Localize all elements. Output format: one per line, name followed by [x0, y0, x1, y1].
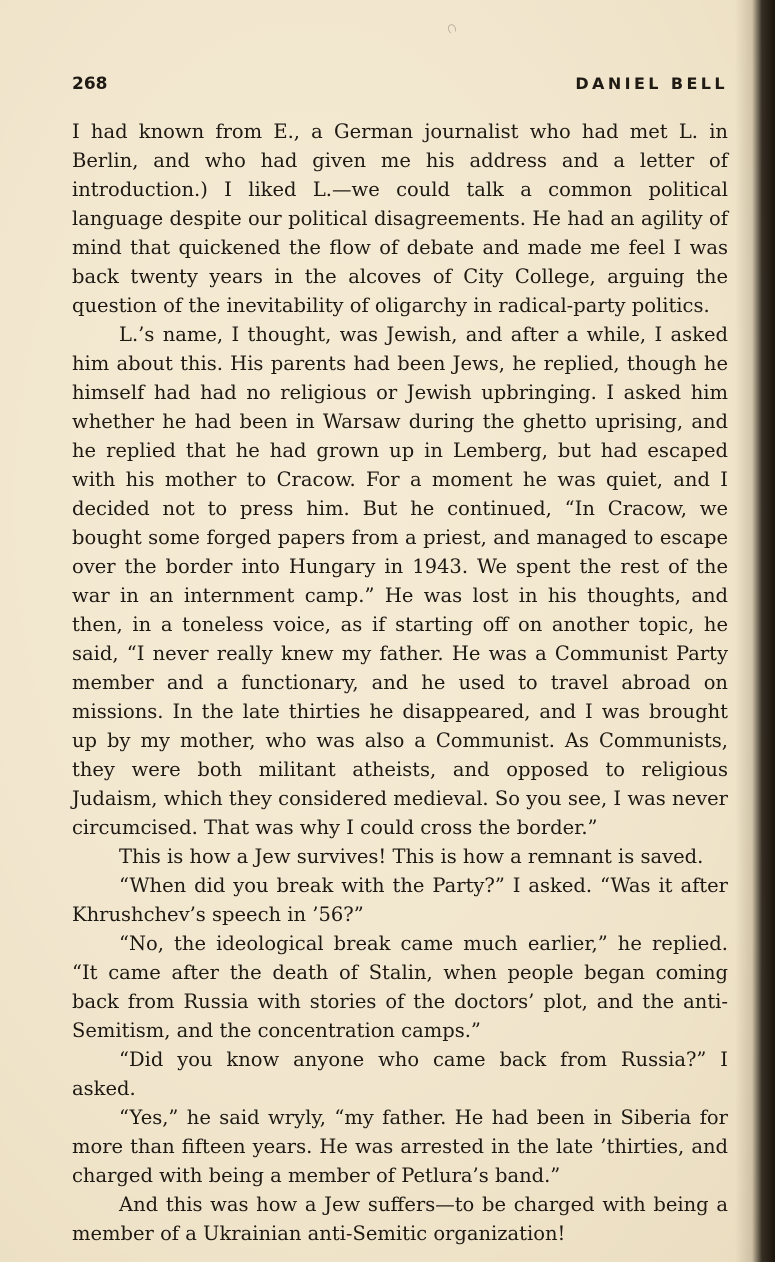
paragraph: L.’s name, I thought, was Jewish, and after a while, I asked him about this. His parents had been Jews, he replied, though he himself had had no religious or Jewish upbringing. I asked him whether he had been in Warsaw during the ghetto uprising, and he replied that he had grown up in Lemberg, but had escaped with his mother to Cracow. For a moment he was quiet, and I decided not to press him. But he continued, “In Cracow, we bought some forged papers from a priest, and managed to escape over the border into Hungary in 1943. We spent the rest of the war in an internment camp.” He was lost in his thoughts, and then, in a toneless voice, as if starting off on another topic, he said, “I never really knew my father. He was a Communist Party member and a functionary, and he used to travel abroad on missions. In the late thirties he disappeared, and I was brought up by my mother, who was also a Communist. As Communists, they were both militant atheists, and opposed to religious Judaism, which they considered medieval. So you see, I was never circumcised. That was why I could cross the border.”	[72, 323, 728, 839]
page-header	[72, 74, 728, 100]
paragraph: “No, the ideological break came much earlier,” he replied. “It came after the death of Stalin, when people began coming back from Russia with stories of the doctors’ plot, and the anti-Semitism, and the concentration camps.”	[72, 932, 728, 1042]
paragraph: “When did you break with the Party?” I asked. “Was it after Khrushchev’s speech in ’56?”	[72, 874, 728, 926]
paragraph: I had known from E., a German journalist who had met L. in Berlin, and who had given me his address and a letter of introduction.) I liked L.—we could talk a common political language despite our political disagreements. He had an agility of mind that quickened the flow of debate and made me feel I was back twenty years in the alcoves of City College, arguing the question of the inevitability of oligarchy in radical-party politics.	[72, 120, 728, 317]
ink-speck	[447, 23, 458, 35]
paragraph: And this was how a Jew suffers—to be charged with being a member of a Ukrainian anti-Semitic organization!	[72, 1193, 728, 1245]
page-number: 268	[72, 74, 108, 94]
running-head: DANIEL BELL	[575, 74, 728, 93]
paragraph: “Yes,” he said wryly, “my father. He had been in Siberia for more than fifteen years. He was arrested in the late ’thirties, and charged with being a member of Petlura’s band.”	[72, 1106, 728, 1187]
body-text	[72, 117, 728, 1248]
paragraph: “Did you know anyone who came back from Russia?” I asked.	[72, 1048, 728, 1100]
paragraph: This is how a Jew survives! This is how a remnant is saved.	[119, 845, 704, 868]
